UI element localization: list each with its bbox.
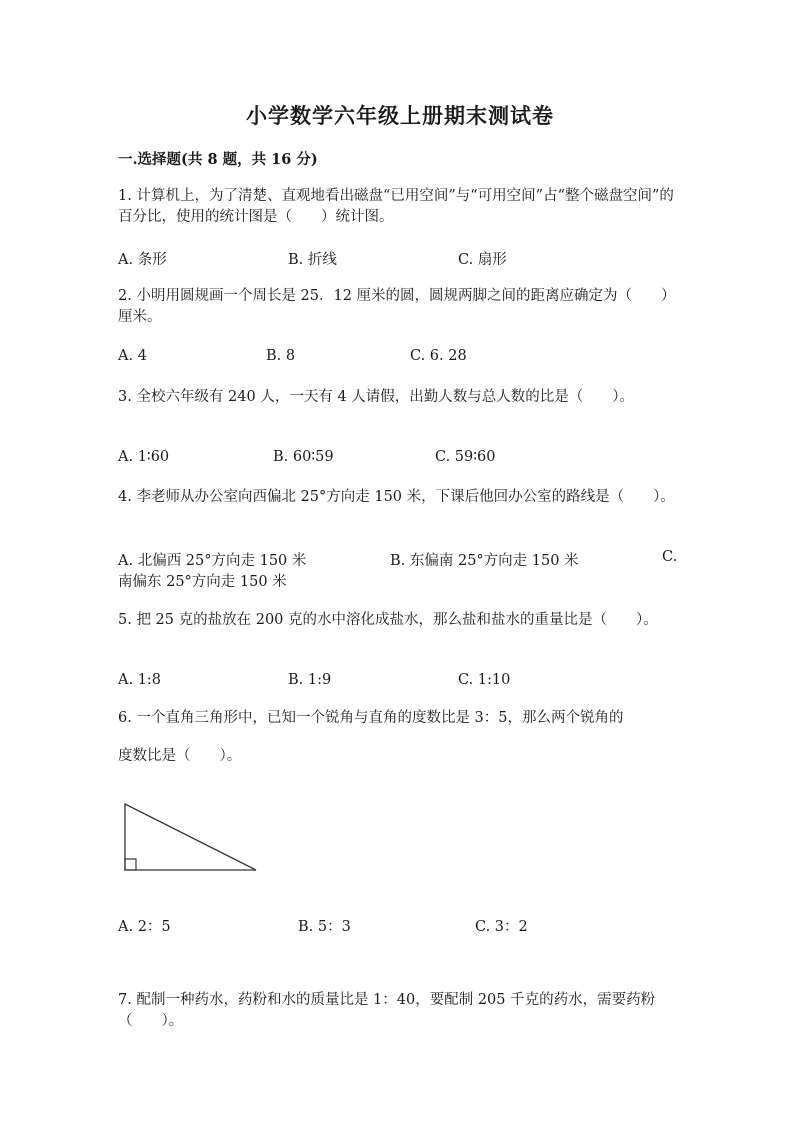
option-a[interactable]: A. 北偏西 25°方向走 150 米	[118, 553, 307, 569]
question-3-text: 3. 全校六年级有 240 人，一天有 4 人请假，出勤人数与总人数的比是（ ）。	[118, 389, 635, 405]
option-c[interactable]: C. 3：2	[475, 919, 528, 935]
option-a[interactable]: A. 条形	[118, 252, 167, 268]
option-b[interactable]: B. 1:9	[288, 672, 332, 688]
option-c[interactable]: C. 扇形	[458, 252, 507, 268]
question-2-text: 2. 小明用圆规画一个周长是 25．12 厘米的圆，圆规两脚之间的距离应确定为（ ）厘米。	[118, 288, 676, 325]
question-6-options	[118, 915, 678, 936]
question-4-text: 4. 李老师从办公室向西偏北 25°方向走 150 米，下课后他回办公室的路线是（ ）。	[118, 489, 675, 505]
option-a[interactable]: A. 1∶60	[118, 449, 170, 465]
option-b[interactable]: B. 60∶59	[273, 449, 334, 465]
option-b[interactable]: B. 8	[266, 348, 296, 364]
option-a[interactable]: A. 1:8	[118, 672, 162, 688]
option-c[interactable]: C.	[662, 549, 678, 565]
option-c[interactable]: C. 59∶60	[435, 449, 496, 465]
question-1-text: 1. 计算机上，为了清楚、直观地看出磁盘“已用空间”与“可用空间”占“整个磁盘空间”的百分比，使用的统计图是（ ）统计图。	[118, 188, 674, 225]
question-6-text-line-2: 度数比是（ ）。	[118, 748, 242, 764]
question-6-text-line-1: 6. 一个直角三角形中，已知一个锐角与直角的度数比是 3：5，那么两个锐角的	[118, 710, 624, 726]
question-7-text: 7. 配制一种药水，药粉和水的质量比是 1：40，要配制 205 千克的药水，需要药粉（ ）。	[118, 992, 656, 1029]
option-c-text[interactable]: 南偏东 25°方向走 150 米	[118, 574, 287, 590]
right-angle-marker	[125, 859, 136, 870]
question-3-options	[118, 449, 678, 470]
option-b[interactable]: B. 东偏南 25°方向走 150 米	[390, 553, 579, 569]
question-5-text: 5. 把 25 克的盐放在 200 克的水中溶化成盐水，那么盐和盐水的重量比是（ ）。	[118, 612, 658, 628]
question-1-options	[118, 248, 678, 269]
question-4-options	[118, 549, 678, 570]
section-heading: 一.选择题(共 8 题，共 16 分)	[118, 151, 318, 168]
question-4-option-c-continued	[118, 570, 678, 591]
question-5-options	[118, 672, 678, 693]
question-2-options	[118, 348, 678, 369]
right-triangle-figure	[120, 800, 260, 876]
option-a[interactable]: A. 4	[118, 348, 147, 364]
page-title: 小学数学六年级上册期末测试卷	[246, 103, 554, 128]
option-b[interactable]: B. 5：3	[298, 919, 351, 935]
triangle-shape	[125, 804, 256, 870]
option-c[interactable]: C. 6. 28	[410, 348, 467, 364]
option-b[interactable]: B. 折线	[288, 252, 337, 268]
option-c[interactable]: C. 1:10	[458, 672, 511, 688]
option-a[interactable]: A. 2：5	[118, 919, 171, 935]
